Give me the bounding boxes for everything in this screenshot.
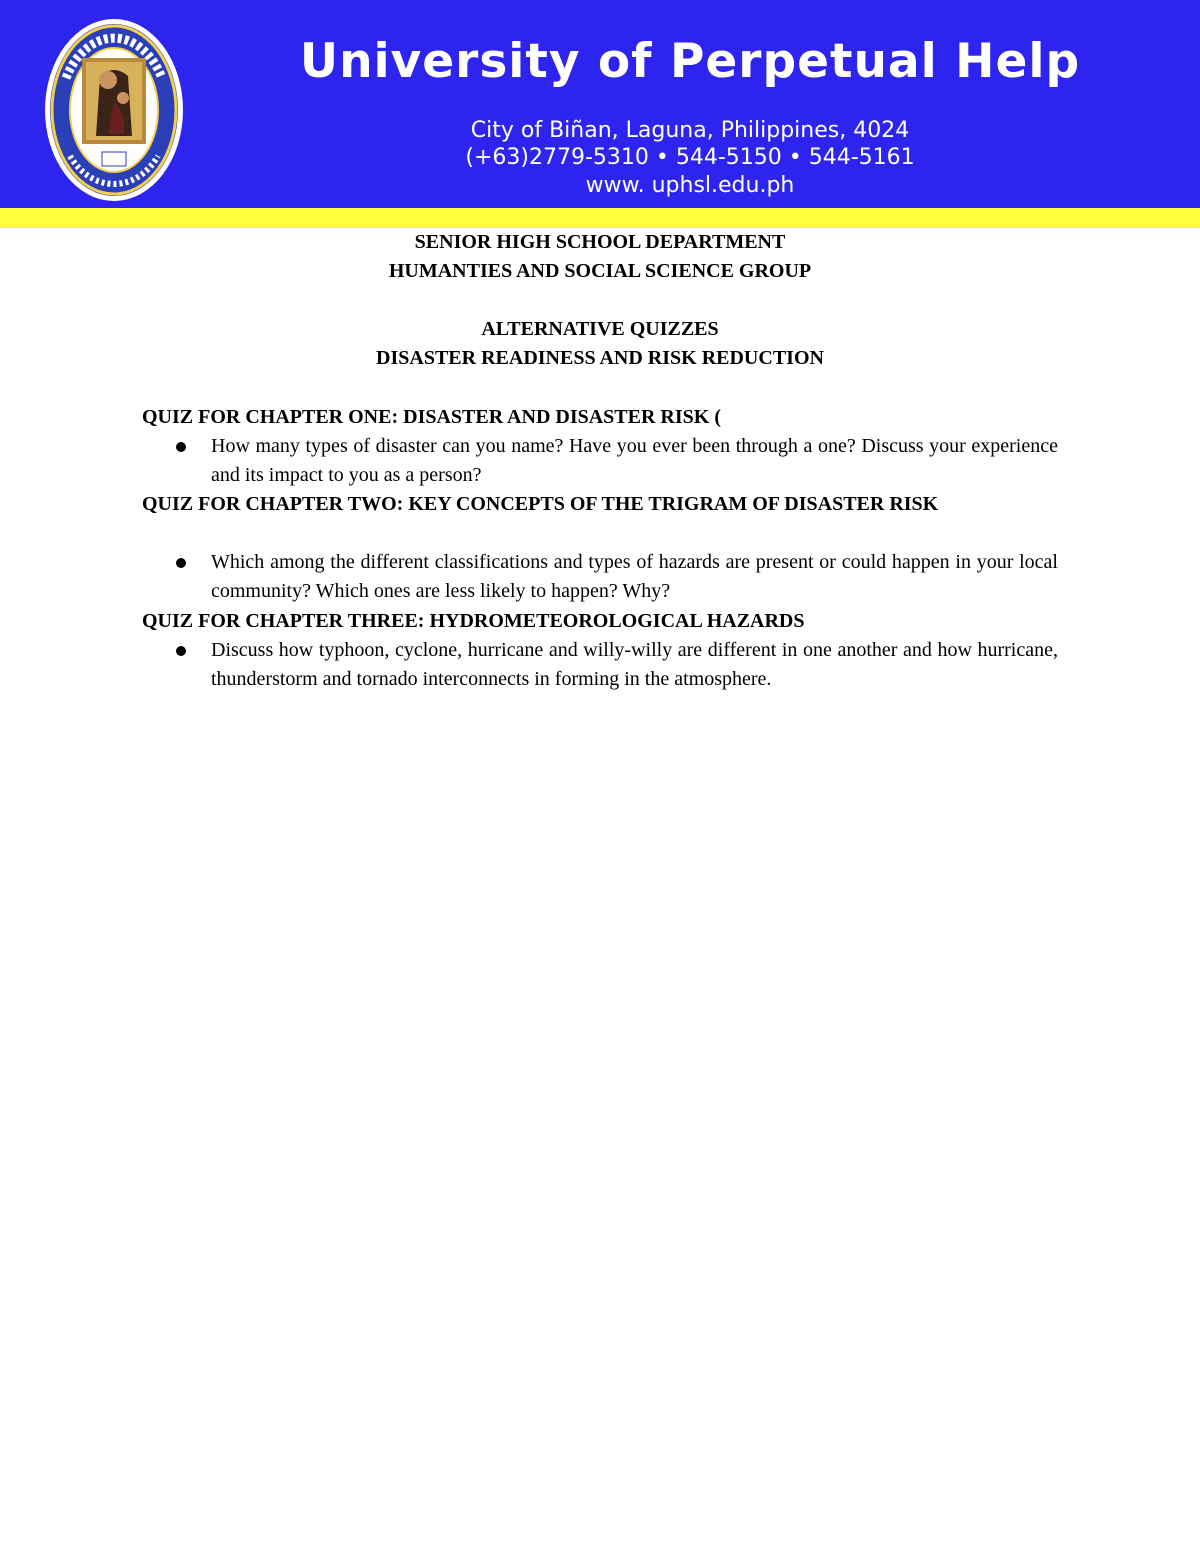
- document-title: ALTERNATIVE QUIZZES: [481, 318, 719, 340]
- university-name: University of Perpetual Help: [299, 34, 1081, 89]
- university-website[interactable]: www. uphsl.edu.ph: [585, 173, 795, 198]
- group-heading: HUMANTIES AND SOCIAL SCIENCE GROUP: [388, 260, 812, 282]
- university-seal-logo: [44, 18, 184, 202]
- quiz-1-heading: QUIZ FOR CHAPTER ONE: DISASTER AND DISASTER RISK (: [142, 406, 721, 428]
- university-phone-numbers: (+63)2779-5310 • 544-5150 • 544-5161: [465, 145, 915, 170]
- quiz-3-heading: QUIZ FOR CHAPTER THREE: HYDROMETEOROLOGICAL HAZARDS: [142, 610, 805, 632]
- quiz-1-question: How many types of disaster can you name? Have you ever been through a one? Discuss your experience and its impact to you as a person?: [211, 435, 1058, 486]
- quiz-2-question: Which among the different classifications and types of hazards are present or could happen in your local community? Which ones are less likely to happen? Why?: [211, 551, 1058, 602]
- university-address: City of Biñan, Laguna, Philippines, 4024: [470, 118, 910, 143]
- department-heading: SENIOR HIGH SCHOOL DEPARTMENT: [414, 231, 786, 253]
- subject-title: DISASTER READINESS AND RISK REDUCTION: [376, 347, 824, 369]
- yellow-divider-band: [0, 208, 1200, 228]
- bullet-icon: [176, 646, 186, 656]
- bullet-icon: [176, 558, 186, 568]
- bullet-icon: [176, 442, 186, 452]
- quiz-2-heading: QUIZ FOR CHAPTER TWO: KEY CONCEPTS OF THE TRIGRAM OF DISASTER RISK: [142, 493, 939, 515]
- letterhead-banner: [0, 0, 1200, 208]
- quiz-3-question: Discuss how typhoon, cyclone, hurricane and willy-willy are different in one another and how hurricane, thunderstorm and tornado interconnects in forming in the atmosphere.: [211, 639, 1058, 690]
